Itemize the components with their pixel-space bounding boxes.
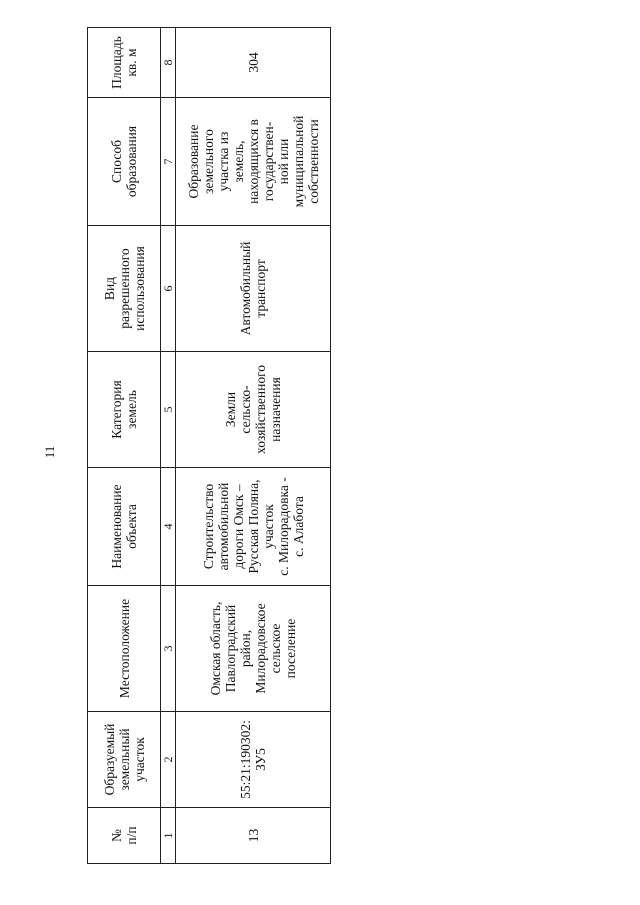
cell-location: Омская область, Павлоградский район, Милорадовское сельское поселение (176, 586, 331, 712)
table-rotated-container (87, 28, 323, 864)
column-number: 5 (161, 352, 176, 468)
column-number: 6 (161, 226, 176, 352)
table-row (176, 28, 331, 864)
header-method: Способ образования (88, 98, 161, 226)
cell-object: Строительство автомобильной дороги Омск – Русская Поляна, участок с. Милорадовка - с. Алабота (176, 468, 331, 586)
cell-num: 13 (176, 808, 331, 864)
column-number: 2 (161, 712, 176, 808)
header-location: Местоположение (88, 586, 161, 712)
header-category: Категория земель (88, 352, 161, 468)
header-usage: Вид разрешенного использования (88, 226, 161, 352)
land-plot-table-frame (87, 28, 323, 864)
cell-plot: 55:21:190302: ЗУ5 (176, 712, 331, 808)
page-number: 11 (42, 445, 57, 459)
cell-category: Земли сельско- хозяйственного назначения (176, 352, 331, 468)
land-plot-table (87, 27, 331, 864)
column-number: 1 (161, 808, 176, 864)
column-number: 8 (161, 28, 176, 98)
cell-method: Образование земельного участка из земель, находящихся в государствен- ной или муниципальной собственности (176, 98, 331, 226)
table-header-row (88, 28, 161, 864)
column-number: 7 (161, 98, 176, 226)
header-plot: Образуемый земельный участок (88, 712, 161, 808)
header-area: Площадь кв. м (88, 28, 161, 98)
header-num: № п/п (88, 808, 161, 864)
cell-area: 304 (176, 28, 331, 98)
cell-usage: Автомобильный транспорт (176, 226, 331, 352)
header-object: Наименование объекта (88, 468, 161, 586)
column-number: 3 (161, 586, 176, 712)
column-number: 4 (161, 468, 176, 586)
column-number-row (161, 28, 176, 864)
